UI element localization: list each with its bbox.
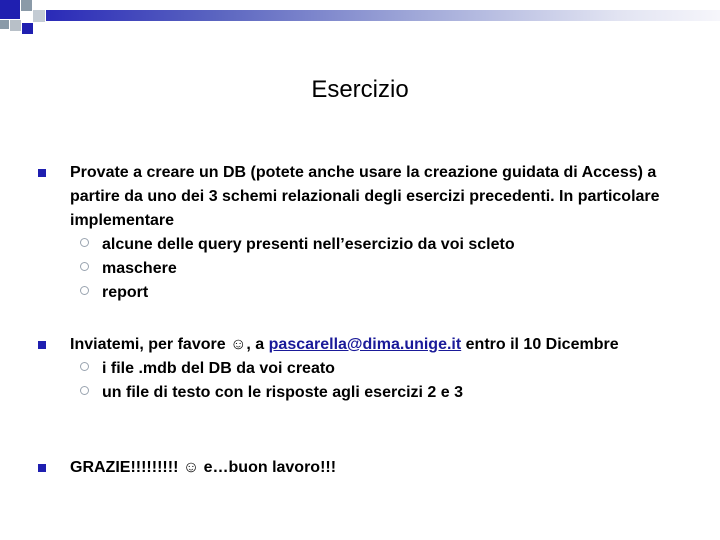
square-bullet-icon xyxy=(38,341,46,349)
circle-bullet-icon xyxy=(80,286,89,295)
bullet-text-after: entro il 10 Dicembre xyxy=(461,336,619,353)
circle-bullet-icon xyxy=(80,238,89,247)
square-bullet-icon xyxy=(38,169,46,177)
circle-bullet-icon xyxy=(80,386,89,395)
sub-item xyxy=(70,357,670,381)
decor-square xyxy=(0,0,20,19)
bullet-item xyxy=(70,456,670,480)
square-bullet-icon xyxy=(38,464,46,472)
sub-item xyxy=(70,233,670,257)
sub-item-text: maschere xyxy=(102,260,177,277)
header-gradient-bar xyxy=(46,10,720,21)
bullet-item xyxy=(70,161,670,305)
circle-bullet-icon xyxy=(80,262,89,271)
bullet-text-before: Inviatemi, per favore ☺, a xyxy=(70,336,269,353)
sub-item xyxy=(70,257,670,281)
decor-square xyxy=(22,23,33,34)
bullet-text: Provate a creare un DB (potete anche usare la creazione guidata di Access) a partire da uno dei 3 schemi relazionali degli esercizi precedenti. In particolare implementare xyxy=(70,164,660,229)
decor-square xyxy=(0,20,9,29)
decor-square xyxy=(33,10,45,22)
slide-title: Esercizio xyxy=(311,76,409,103)
sub-item xyxy=(70,281,670,305)
sub-item-text: report xyxy=(102,284,149,301)
bullet-text: GRAZIE!!!!!!!!! ☺ e…buon lavoro!!! xyxy=(70,459,337,476)
sub-item xyxy=(70,381,670,405)
bullet-item xyxy=(70,333,670,405)
email-link[interactable]: pascarella@dima.unige.it xyxy=(268,336,462,353)
sub-item-text: i file .mdb del DB da voi creato xyxy=(102,360,335,377)
sub-item-text: alcune delle query presenti nell’esercizio da voi scleto xyxy=(102,236,515,253)
sub-item-text: un file di testo con le risposte agli esercizi 2 e 3 xyxy=(102,384,464,401)
bullet-text xyxy=(70,333,670,357)
decor-square xyxy=(21,0,32,11)
decor-square xyxy=(10,20,21,31)
circle-bullet-icon xyxy=(80,362,89,371)
